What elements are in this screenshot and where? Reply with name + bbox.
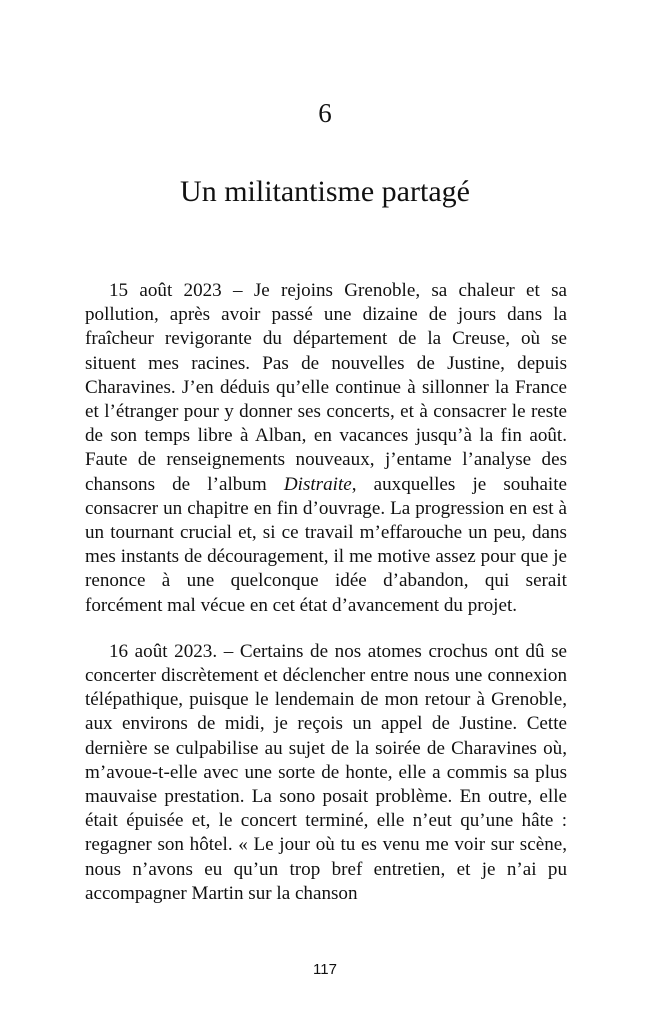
page-number: 117 xyxy=(313,961,337,978)
paragraph-text: , auxquelles je souhaite consacrer un chapitre en fin d’ouvrage. La progression en est à un tournant crucial et, si ce travail m’effarouche un peu, dans mes instants de découragement, il me motive assez pour que je renonce à une quelconque idée d’abandon, qui serait forcément mal vécue en cet état d’avancement du projet. xyxy=(85,473,568,616)
paragraph-text: 15 août 2023 – Je rejoins Grenoble, sa chaleur et sa pollution, après avoir passé une dizaine de jours dans la fraîcheur revigorante du département de la Creuse, où se situent mes racines. Pas de nouvelles de Justine, depuis Charavines. J’en déduis qu’elle continue à sillonner la France et l’étranger pour y donner ses concerts, et à consacrer le reste de son temps libre à Alban, en vacances jusqu’à la fin août. Faute de renseignements nouveaux, j’entame l’analyse des chansons de l’album xyxy=(85,280,567,495)
chapter-number: 6 xyxy=(318,98,332,128)
album-title: Distraite xyxy=(283,473,352,495)
paragraph-text: 16 août 2023. – Certains de nos atomes crochus ont dû se concerter discrètement et déclencher entre nous une connexion télépathique, puisque le lendemain de mon retour à Grenoble, aux environs de midi, je reçois un appel de Justine. Cette dernière se culpabilise au sujet de la soirée de Charavines où, m’avoue-t-elle avec une sorte de honte, elle a commis sa plus mauvaise prestation. La sono posait problème. En outre, elle était épuisée et, le concert terminé, elle n’eut qu’une hâte : regagner son hôtel. « Le jour où tu es venu me voir sur scène, nous n’avons eu qu’un trop bref entretien, et je n’ai pu accompagner Martin sur la chanson xyxy=(85,640,567,904)
paragraph-16-aout xyxy=(85,640,567,906)
chapter-title: Un militantisme partagé xyxy=(180,175,470,208)
body-text xyxy=(85,279,567,906)
paragraph-15-aout xyxy=(85,279,567,618)
